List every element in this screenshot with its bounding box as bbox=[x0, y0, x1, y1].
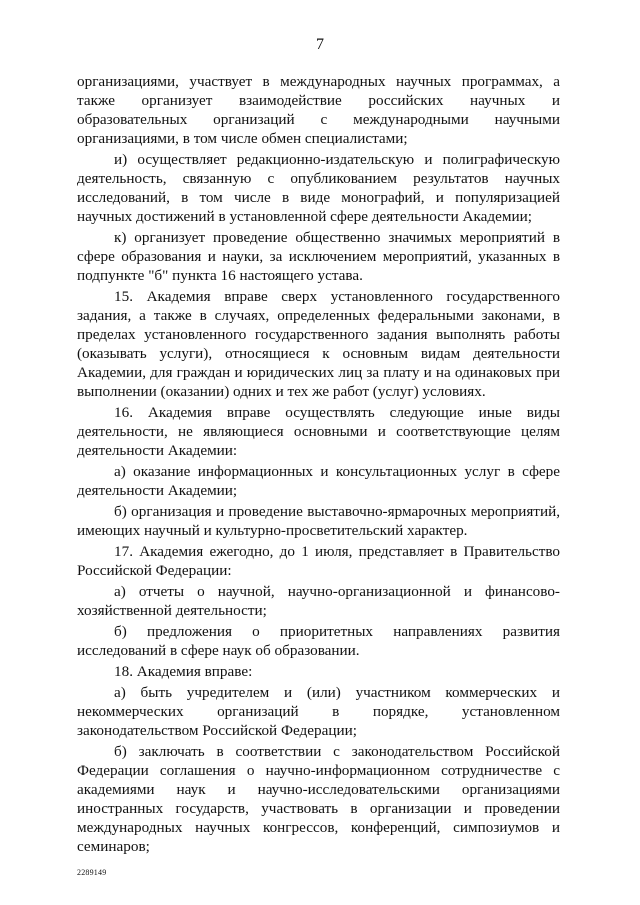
paragraph-16: 16. Академия вправе осуществлять следующие иные виды деятельности, не являющиеся основными и соответствующие целям деятельности Академии: bbox=[77, 404, 560, 459]
paragraph-15: 15. Академия вправе сверх установленного государственного задания, а также в случаях, определенных федеральными законами, в пределах установленного государственного задания выполнять работы (оказывать услуги), относящиеся к основным видам деятельности Академии, для граждан и юридических лиц за плату и на одинаковых при выполнении (оказании) одних и тех же работ (услуг) условиях. bbox=[77, 288, 560, 400]
document-body bbox=[77, 72, 560, 858]
paragraph-17-item-a: а) отчеты о научной, научно-организационной и финансово-хозяйственной деятельности; bbox=[77, 583, 560, 619]
paragraph-item-k: к) организует проведение общественно значимых мероприятий в сфере образования и науки, за исключением мероприятий, указанных в подпункте "б" пункта 16 настоящего устава. bbox=[77, 229, 560, 284]
paragraph-16-item-a: а) оказание информационных и консультационных услуг в сфере деятельности Академии; bbox=[77, 463, 560, 499]
footer-document-code: 2289149 bbox=[77, 868, 107, 877]
paragraph-16-item-b: б) организация и проведение выставочно-ярмарочных мероприятий, имеющих научный и культурно-просветительский характер. bbox=[77, 503, 560, 539]
paragraph-18: 18. Академия вправе: bbox=[114, 663, 253, 680]
paragraph-18-item-a: а) быть учредителем и (или) участником коммерческих и некоммерческих организаций в порядке, установленном законодательством Российской Федерации; bbox=[77, 684, 560, 739]
paragraph-item-i: и) осуществляет редакционно-издательскую и полиграфическую деятельность, связанную с опубликованием результатов научных исследований, в том числе в виде монографий, и популяризацией научных достижений в установленной сфере деятельности Академии; bbox=[77, 151, 560, 225]
paragraph-17: 17. Академия ежегодно, до 1 июля, представляет в Правительство Российской Федерации: bbox=[77, 543, 560, 579]
paragraph-18-item-b: б) заключать в соответствии с законодательством Российской Федерации соглашения о научно-информационном сотрудничестве с академиями наук и научно-исследовательскими организациями иностранных государств, участвовать в организации и проведении международных научных конгрессов, конференций, симпозиумов и семинаров; bbox=[77, 743, 560, 855]
paragraph-17-item-b: б) предложения о приоритетных направлениях развития исследований в сфере наук об образовании. bbox=[77, 623, 560, 659]
page-number: 7 bbox=[316, 36, 324, 53]
paragraph-continuation: организациями, участвует в международных научных программах, а также организует взаимодействие российских научных и образовательных организаций с международными научными организациями, в том числе обмен специалистами; bbox=[77, 73, 560, 147]
